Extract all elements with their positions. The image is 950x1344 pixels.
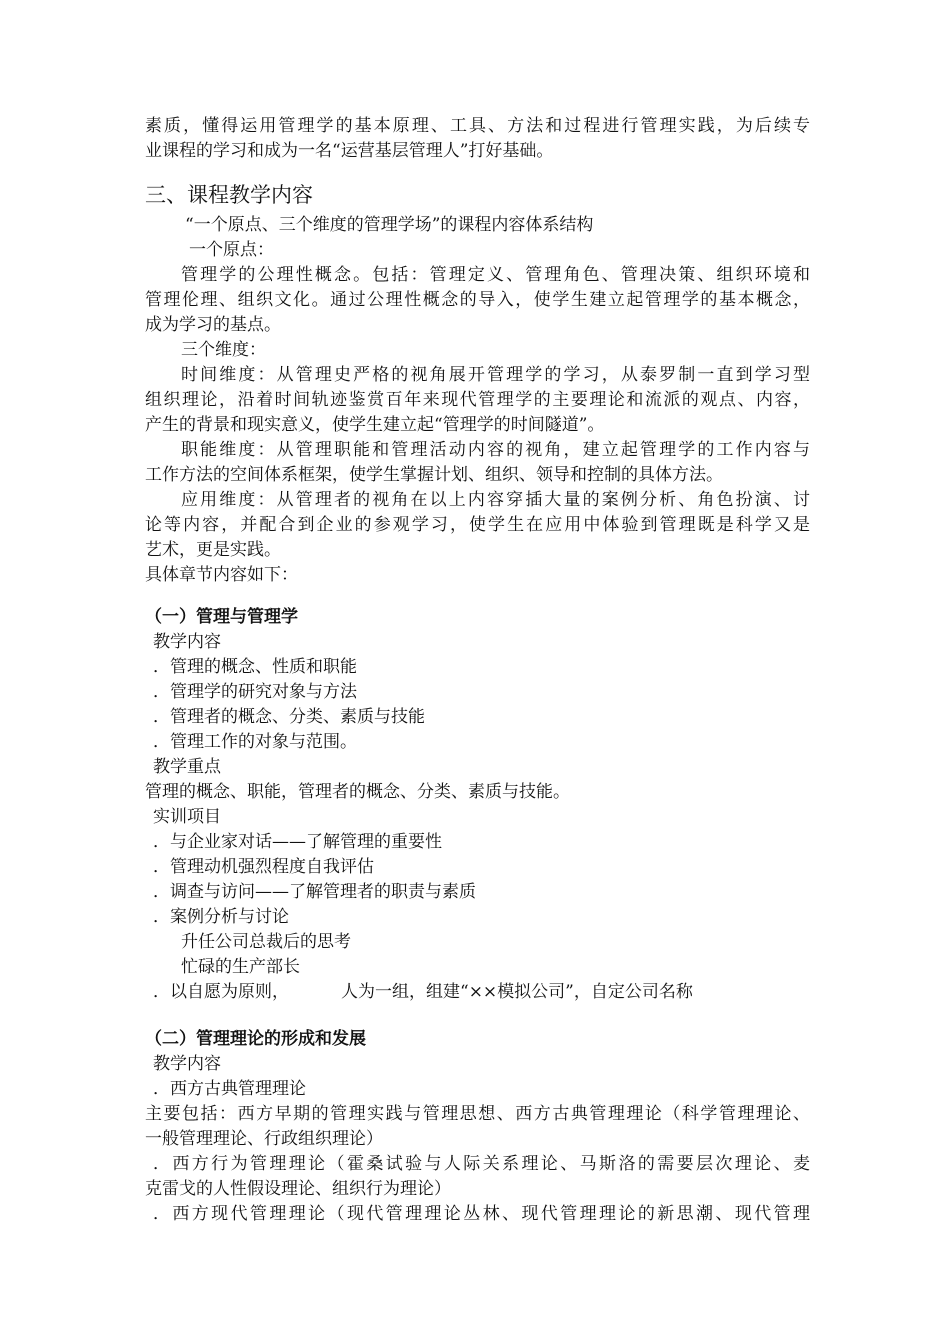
- chapter-1-key-text: 管理的概念、职能，管理者的概念、分类、素质与技能。: [145, 782, 570, 802]
- origin-line-2: 管理伦理、组织文化。通过公理性概念的导入，使学生建立起管理学的基本概念，: [145, 290, 810, 310]
- case-item: 升任公司总裁后的思考: [181, 932, 351, 952]
- application-dimension-line-3: 艺术，更是实践。: [145, 540, 281, 560]
- list-item: ．西方古典管理理论: [153, 1079, 306, 1099]
- list-item-detail: 一般管理理论、行政组织理论）: [145, 1129, 383, 1149]
- time-dimension-line-1: 时间维度：从管理史严格的视角展开管理学的学习，从泰罗制一直到学习型: [181, 365, 810, 385]
- dimensions-label: 三个维度：: [181, 340, 266, 360]
- list-item-detail: 克雷戈的人性假设理论、组织行为理论）: [145, 1179, 451, 1199]
- chapter-2-title: （二）管理理论的形成和发展: [145, 1029, 366, 1049]
- origin-label: 一个原点：: [189, 240, 274, 260]
- list-item: ．以自愿为原则，: [153, 982, 289, 1002]
- chapter-1-title: （一）管理与管理学: [145, 607, 298, 627]
- chapter-1-practice-label: 实训项目: [153, 807, 221, 827]
- list-item-continued: 人为一组，组建“××模拟公司”，自定公司名称: [341, 982, 693, 1002]
- list-item: ．管理者的概念、分类、素质与技能: [153, 707, 425, 727]
- section-heading: 三、课程教学内容: [145, 183, 313, 207]
- intro-line-1: 素质，懂得运用管理学的基本原理、工具、方法和过程进行管理实践，为后续专: [145, 116, 810, 136]
- list-item: ．西方行为管理理论（霍桑试验与人际关系理论、马斯洛的需要层次理论、麦: [153, 1154, 810, 1174]
- chapter-1-content-label: 教学内容: [153, 632, 221, 652]
- intro-line-2: 业课程的学习和成为一名“运营基层管理人”打好基础。: [145, 141, 554, 161]
- origin-line-3: 成为学习的基点。: [145, 315, 281, 335]
- function-dimension-line-1: 职能维度：从管理职能和管理活动内容的视角，建立起管理学的工作内容与: [181, 440, 810, 460]
- application-dimension-line-1: 应用维度：从管理者的视角在以上内容穿插大量的案例分析、角色扮演、讨: [181, 490, 810, 510]
- application-dimension-line-2: 论等内容，并配合到企业的参观学习，使学生在应用中体验到管理既是科学又是: [145, 515, 810, 535]
- section-subtitle: “一个原点、三个维度的管理学场”的课程内容体系结构: [185, 215, 594, 235]
- list-item: ．与企业家对话——了解管理的重要性: [153, 832, 442, 852]
- list-item: ．西方现代管理理论（现代管理理论丛林、现代管理理论的新思潮、现代管理: [153, 1204, 810, 1224]
- function-dimension-line-2: 工作方法的空间体系框架，使学生掌握计划、组织、领导和控制的具体方法。: [145, 465, 723, 485]
- list-item: ．调查与访问——了解管理者的职责与素质: [153, 882, 476, 902]
- time-dimension-line-3: 产生的背景和现实意义，使学生建立起“管理学的时间隧道”。: [145, 415, 605, 435]
- time-dimension-line-2: 组织理论，沿着时间轨迹鉴赏百年来现代管理学的主要理论和流派的观点、内容，: [145, 390, 810, 410]
- list-item: ．管理学的研究对象与方法: [153, 682, 357, 702]
- chapter-2-content-label: 教学内容: [153, 1054, 221, 1074]
- list-item-detail: 主要包括：西方早期的管理实践与管理思想、西方古典管理理论（科学管理理论、: [145, 1104, 810, 1124]
- case-item: 忙碌的生产部长: [181, 957, 300, 977]
- chapter-1-key-label: 教学重点: [153, 757, 221, 777]
- list-item: ．管理的概念、性质和职能: [153, 657, 357, 677]
- list-item: ．管理动机强烈程度自我评估: [153, 857, 374, 877]
- origin-line-1: 管理学的公理性概念。包括：管理定义、管理角色、管理决策、组织环境和: [181, 265, 810, 285]
- list-item: ．管理工作的对象与范围。: [153, 732, 357, 752]
- list-item: ．案例分析与讨论: [153, 907, 289, 927]
- chapters-intro: 具体章节内容如下：: [145, 565, 298, 585]
